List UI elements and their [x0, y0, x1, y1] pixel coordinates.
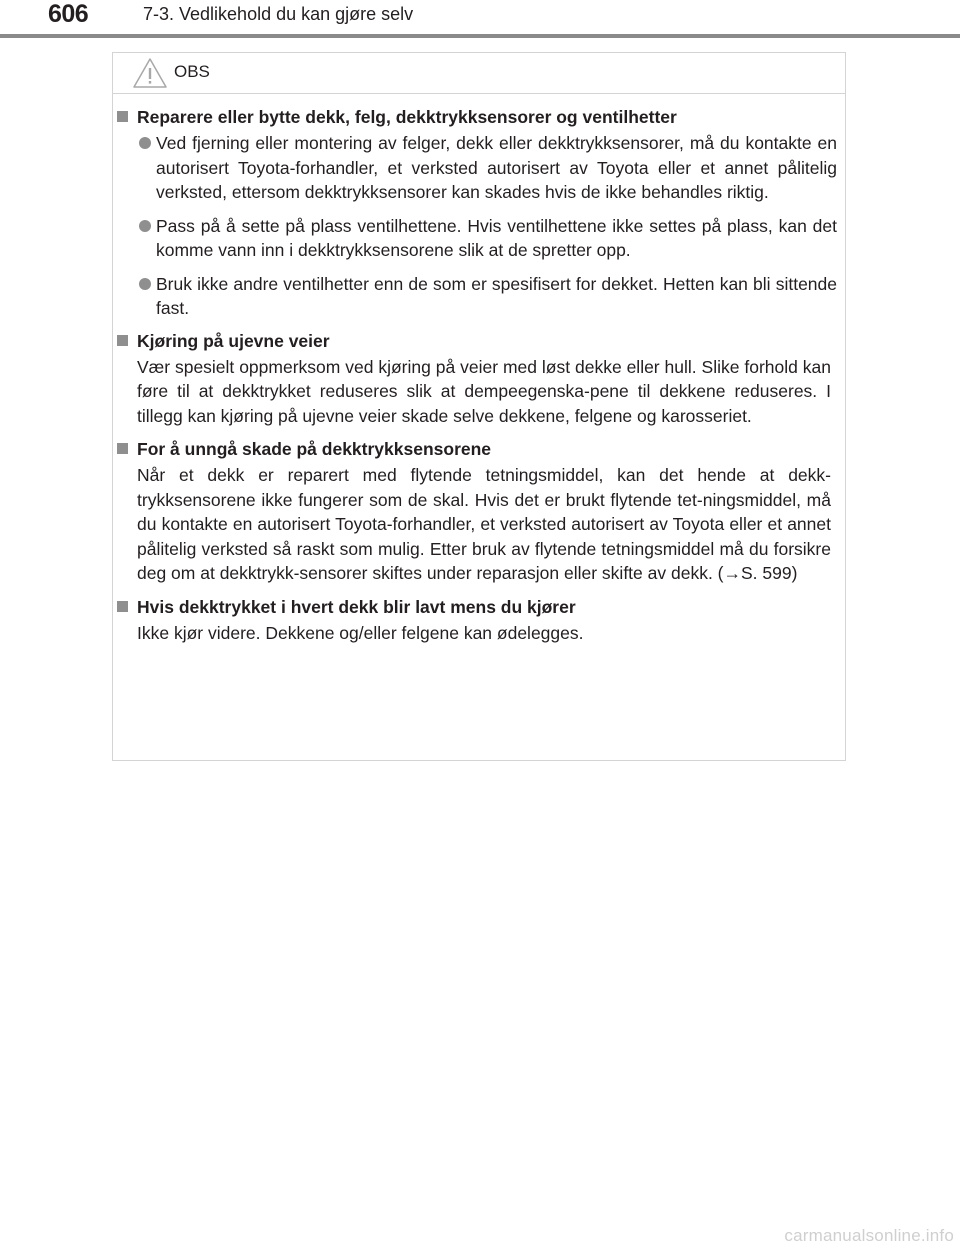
square-bullet-icon — [117, 335, 128, 346]
obs-header — [113, 53, 845, 94]
bullet-text: Ved fjerning eller montering av felger, dekk eller dekktrykksensorer, må du kontakte en autorisert Toyota-forhandler, et verksted autorisert av Toyota eller et annet pålitelig verksted, ettersom dekktrykksensorer kan skades hvis de ikke behandles riktig. — [156, 133, 837, 202]
square-bullet-icon — [117, 443, 128, 454]
section-paragraph: Når et dekk er reparert med flytende tetningsmiddel, kan det hende at dekk-trykksensorene ikke fungerer som de skal. Hvis det er brukt flytende tet-ningsmiddel, må du kontakte en autorisert Toyota-forhandler, et verksted autorisert av Toyota eller et annet pålitelig verksted så raskt som mulig. Etter bruk av flytende tetningsmiddel må du forsikre deg om at dekktrykk-sensorer skiftes under reparasjon eller skifte av dekk. (→S. 599) — [137, 465, 831, 583]
section-paragraph: Ikke kjør videre. Dekkene og/eller felgene kan ødelegges. — [137, 622, 584, 643]
square-bullet-icon — [117, 601, 128, 612]
round-bullet-icon — [139, 220, 151, 232]
square-bullet-icon — [117, 111, 128, 122]
heading-text: Kjøring på ujevne veier — [137, 330, 330, 351]
section-low-pressure-driving — [113, 595, 845, 646]
page-number: 606 — [48, 0, 89, 28]
heading-text: Hvis dekktrykket i hvert dekk blir lavt mens du kjører — [137, 596, 576, 617]
obs-box — [112, 52, 846, 761]
section-heading — [113, 329, 845, 353]
bullet-item — [113, 214, 845, 263]
section-title: 7-3. Vedlikehold du kan gjøre selv — [143, 4, 414, 24]
section-heading — [113, 105, 845, 129]
heading-text: For å unngå skade på dekktrykksensorene — [137, 439, 492, 459]
bullet-text: Pass på å sette på plass ventilhettene. Hvis ventilhettene ikke settes på plass, kan det komme vann inn i dekktrykksensorene slik at de spretter opp. — [156, 215, 837, 260]
bullet-item — [113, 131, 845, 205]
section-heading — [113, 437, 845, 461]
warning-triangle-icon — [132, 57, 168, 89]
section-paragraph: Vær spesielt oppmerksom ved kjøring på veier med løst dekke eller hull. Slike forhold kan føre til at dekktrykket reduseres slik at dempeegenska-pene til dekkene reduseres. I tillegg kan kjøring på ujevne veier skade selve dekkene, felgene og karosseriet. — [137, 356, 831, 426]
obs-content — [113, 105, 845, 654]
watermark: carmanualsonline.info — [784, 1226, 954, 1245]
heading-text: Reparere eller bytte dekk, felg, dekktrykksensorer og ventilhetter — [137, 107, 677, 127]
page-header — [0, 0, 960, 40]
round-bullet-icon — [139, 137, 151, 149]
header-rule — [0, 34, 960, 38]
bullet-text: Bruk ikke andre ventilhetter enn de som er spesifisert for dekket. Hetten kan bli sittende fast. — [156, 273, 837, 318]
section-tire-replacement — [113, 105, 845, 321]
section-uneven-roads — [113, 329, 845, 429]
round-bullet-icon — [139, 278, 151, 290]
section-heading — [113, 595, 845, 619]
obs-label: OBS — [174, 62, 210, 81]
bullet-item — [113, 272, 845, 321]
section-avoid-sensor-damage — [113, 437, 845, 586]
